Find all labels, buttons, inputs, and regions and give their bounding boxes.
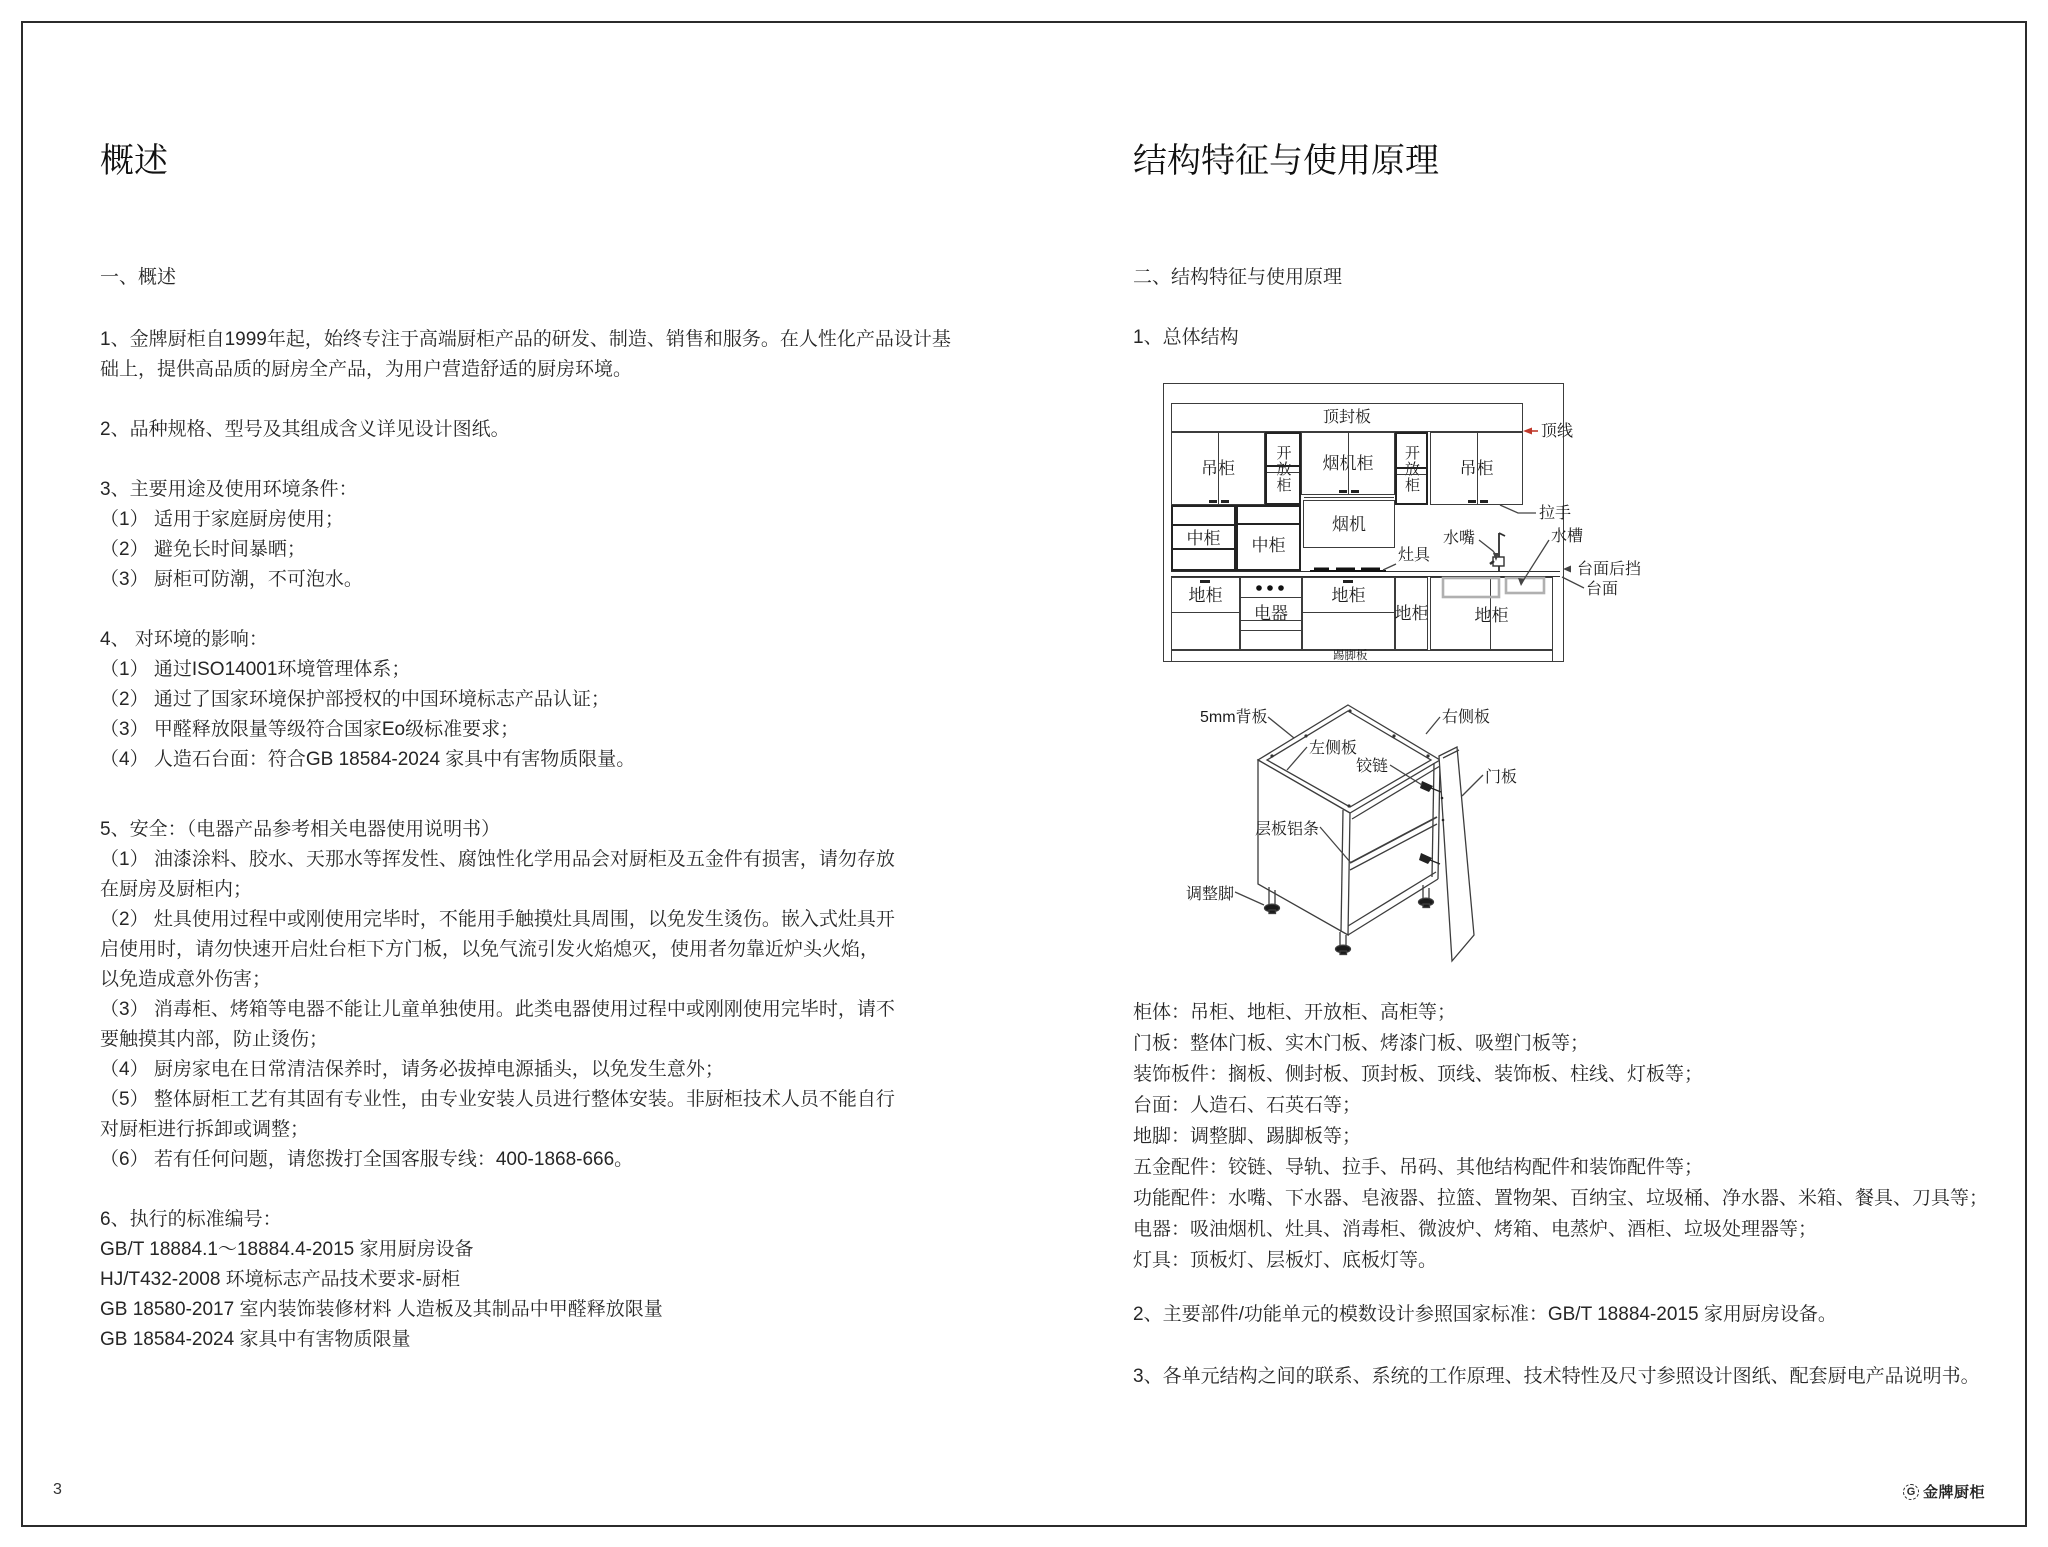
text-line: 6、执行的标准编号： [100,1209,282,1230]
note-unit-relations: 3、各单元结构之间的联系、系统的工作原理、技术特性及尺寸参照设计图纸、配套厨电产品说明书。 [1133,1366,1980,1387]
kick-board-label: 踢脚板 [1333,650,1368,662]
text-line: （1） 适用于家庭厨房使用； [100,509,344,530]
shelf-strip-label: 层板铝条 [1255,821,1320,838]
handle-label: 拉手 [1539,505,1572,522]
text-line: 灯具：顶板灯、层板灯、底板灯等。 [1133,1250,1438,1271]
text-line: 启使用时，请勿快速开启灶台柜下方门板，以免气流引发火焰熄灭，使用者勿靠近炉头火焰， [100,939,880,960]
text-line: （3） 消毒柜、烤箱等电器不能让儿童单独使用。此类电器使用过程中或刚刚使用完毕时，请不 [100,999,895,1020]
counter-back-label: 台面后挡 [1577,561,1642,578]
page-title-structure: 结构特征与使用原理 [1133,141,1439,180]
text-line: HJ/T432-2008 环境标志产品技术要求-厨柜 [100,1269,461,1290]
sub-heading-overall-structure: 1、总体结构 [1133,327,1239,348]
paragraph-safety [100,815,895,1175]
section-heading-structure: 二、结构特征与使用原理 [1133,267,1343,288]
wall-cabinet-right-label: 吊柜 [1459,459,1494,478]
text-line: 在厨房及厨柜内； [100,879,253,900]
cabinet-door [1439,747,1474,961]
middle-cabinet-1-label: 中柜 [1186,528,1221,548]
back-panel-label: 5mm背板 [1200,709,1268,726]
feet-leader [1235,892,1264,905]
text-line: 要触摸其内部，防止烫伤； [100,1029,329,1050]
door-panel-label: 门板 [1485,769,1518,786]
paragraph-usage-conditions [100,475,363,595]
cooktop-label: 灶具 [1398,547,1431,564]
hinge-icons [1419,781,1444,864]
brand-g-icon: G [1903,1484,1919,1500]
text-line: 1、金牌厨柜自1999年起，始终专注于高端厨柜产品的研发、制造、销售和服务。在人性化产品设计基 [100,329,951,350]
middle-cabinet-2-label: 中柜 [1251,536,1286,555]
counter-label: 台面 [1586,581,1619,598]
base-cabinet-1-label: 地柜 [1188,586,1223,605]
text-line: GB 18584-2024 家具中有害物质限量 [100,1329,411,1350]
appliance-label: 电器 [1254,604,1288,623]
cooktop-leader [1383,564,1396,570]
faucet-icon [1490,533,1505,571]
text-line: GB 18580-2017 室内装饰装修材料 人造板及其制品中甲醛释放限量 [100,1299,663,1320]
cabinet-3d-drawing [1180,695,1560,1005]
kitchen-elevation-diagram [1163,383,1673,670]
hood-cabinet-label: 烟机柜 [1322,454,1374,473]
text-line: 以免造成意外伤害； [100,969,272,990]
component-list [1133,997,1988,1276]
right-panel-leader [1426,717,1440,734]
text-line: 台面：人造石、石英石等； [1133,1095,1362,1116]
diagram1-overlay [1163,383,1673,670]
text-line: （5） 整体厨柜工艺有其固有专业性，由专业安装人员进行整体安装。非厨柜技术人员不能自行 [100,1089,895,1110]
counter-back-arrow [1563,566,1571,573]
text-line: （4） 厨房家电在日常清洁保养时，请务必拔掉电源插头，以免发生意外； [100,1059,724,1080]
paragraph-standards [100,1205,663,1355]
text-line: （2） 通过了国家环境保护部授权的中国环境标志产品认证； [100,689,610,710]
text-line: （6） 若有任何问题，请您拨打全国客服专线：400-1868-666。 [100,1149,634,1170]
text-line: （4） 人造石台面：符合GB 18584-2024 家具中有害物质限量。 [100,749,636,770]
base-cabinet-2-label: 地柜 [1331,586,1366,605]
page-number: 3 [53,1481,62,1498]
text-line: 对厨柜进行拆卸或调整； [100,1119,310,1140]
text-line: 门板：整体门板、实木门板、烤漆门板、吸塑门板等； [1133,1033,1590,1054]
sink-arrow [1518,578,1525,586]
text-line: （3） 厨柜可防潮，不可泡水。 [100,569,363,590]
page-title-overview: 概述 [100,141,168,180]
text-line: （2） 灶具使用过程中或刚使用完毕时，不能用手触摸灶具周围，以免发生烫伤。嵌入式灶具开 [100,909,895,930]
faucet-leader [1479,540,1496,555]
open-cabinet-left-label: 开放柜 [1274,444,1292,493]
right-panel-label: 右侧板 [1442,709,1491,726]
text-line: 装饰板件：搁板、侧封板、顶封板、顶线、装饰板、柱线、灯板等； [1133,1064,1704,1085]
text-line: 电器：吸油烟机、灶具、消毒柜、微波炉、烤箱、电蒸炉、酒柜、垃圾处理器等； [1133,1219,1818,1240]
top-seal-board-label: 顶封板 [1322,409,1371,426]
section-heading [100,263,176,293]
text-line: （2） 避免长时间暴晒； [100,539,306,560]
sink-label: 水槽 [1551,528,1584,545]
left-panel-label: 左侧板 [1309,740,1358,757]
text-line: （1） 油漆涂料、胶水、天那水等挥发性、腐蚀性化学用品会对厨柜及五金件有损害，请勿存放 [100,849,895,870]
text-line: 5、安全：（电器产品参考相关电器使用说明书） [100,819,501,840]
text-line: （3） 甲醛释放限量等级符合国家Eo级标准要求； [100,719,520,740]
range-hood-label: 烟机 [1332,514,1366,534]
door-leader [1462,775,1483,796]
top-line-arrow [1523,428,1532,435]
back-panel-leader [1268,717,1294,738]
faucet-label: 水嘴 [1443,530,1476,547]
adjust-feet-label: 调整脚 [1186,886,1235,903]
text-line: GB/T 18884.1～18884.4-2015 家用厨房设备 [100,1239,474,1260]
base-cabinet-4-label: 地柜 [1474,606,1509,625]
text-line: 五金配件：铰链、导轨、拉手、吊码、其他结构配件和装饰配件等； [1133,1157,1704,1178]
brand-name: 金牌厨柜 [1923,1484,1986,1501]
brand-logo [1903,1481,1985,1502]
text-line: 3、主要用途及使用环境条件： [100,479,358,500]
base-cabinet-3-label: 地柜 [1394,604,1429,623]
base-cabinet-3d-diagram [1180,695,1560,1005]
text-line: 功能配件：水嘴、下水器、皂液器、拉篮、置物架、百纳宝、垃圾桶、净水器、米箱、餐具、刀具等； [1133,1188,1989,1209]
wall-cabinet-left-label: 吊柜 [1201,459,1235,478]
hinge-label: 铰链 [1356,758,1389,775]
open-cabinet-right-label: 开放柜 [1403,444,1420,493]
top-line-label: 顶线 [1541,423,1574,440]
note-modular-design: 2、主要部件/功能单元的模数设计参照国家标准：GB/T 18884-2015 家用厨房设备。 [1133,1304,1837,1325]
text-line: 2、品种规格、型号及其组成含义详见设计图纸。 [100,419,510,440]
paragraph-specs [100,415,510,445]
text-line: 4、 对环境的影响： [100,629,268,650]
paragraph-environment [100,625,635,775]
sink-icon [1443,578,1544,597]
text-line: 柜体：吊柜、地柜、开放柜、高柜等； [1133,1002,1457,1023]
paragraph-company [100,325,951,385]
text-line: （1） 通过ISO14001环境管理体系； [100,659,411,680]
text-line: 础上，提供高品质的厨房全产品，为用户营造舒适的厨房环境。 [100,359,633,380]
text-line: 一、概述 [100,267,177,288]
handle-leader [1500,505,1536,513]
text-line: 地脚：调整脚、踢脚板等； [1133,1126,1362,1147]
